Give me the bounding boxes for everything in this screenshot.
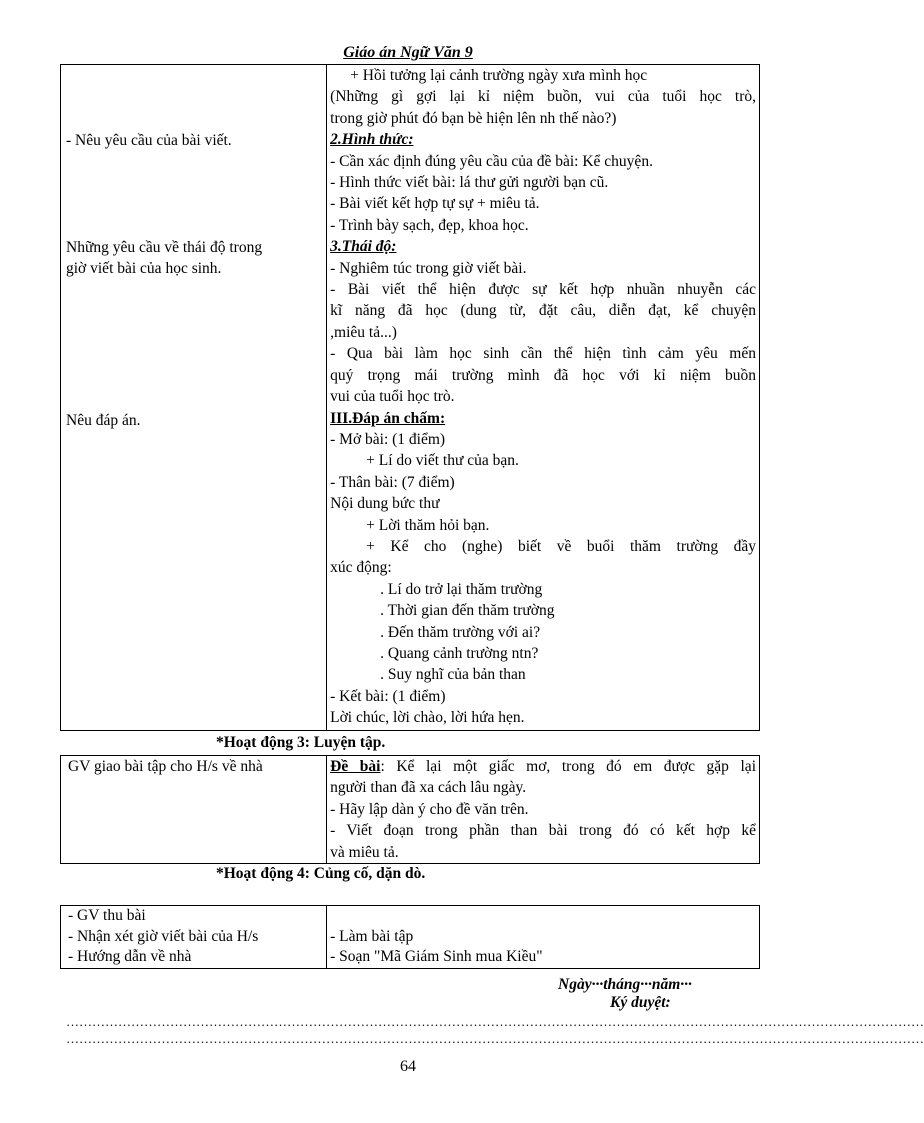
content-line: - Trình bày sạch, đẹp, khoa học. — [330, 216, 529, 234]
exercise-text: : Kể lại một giấc mơ, trong đó em được gặp lại — [380, 758, 756, 775]
activity-3-table — [60, 755, 760, 864]
exercise-line: - Viết đoạn trong phần than bài trong đó có kết hợp kể — [330, 822, 756, 840]
left-note-requirements: - Nêu yêu cầu của bài viết. — [66, 132, 232, 149]
content-line: trong giờ phút đó bạn bè hiện lên nh thế nào?) — [330, 109, 617, 127]
content-cell — [327, 65, 760, 731]
section-heading-form: 2.Hình thức: — [330, 131, 414, 149]
content-line: - Bài viết thể hiện được sự kết hợp nhuần nhuyễn các — [330, 281, 756, 299]
content-line: - Cần xác định đúng yêu cầu của đề bài: Kể chuyện. — [330, 152, 653, 170]
content-line: . Suy nghĩ của bản than — [380, 666, 526, 684]
activity-4-left-cell — [61, 906, 327, 969]
section-heading-attitude: 3.Thái độ: — [330, 238, 397, 256]
homework-line: - Làm bài tập — [330, 927, 414, 945]
content-line: . Quang cảnh trường ntn? — [380, 644, 539, 662]
content-line: - Thân bài: (7 điểm) — [330, 473, 455, 491]
left-note-attitude-2: giờ viết bài của học sinh. — [66, 260, 222, 277]
left-note-attitude-1: Những yêu cầu về thái độ trong — [66, 239, 263, 256]
page-number: 64 — [400, 1058, 416, 1075]
homework-assign: GV giao bài tập cho H/s về nhà — [68, 758, 263, 775]
content-line: kĩ năng đã học (dung từ, đặt câu, diễn đạt, kể chuyện — [330, 302, 756, 320]
content-line: . Lí do trở lại thăm trường — [380, 580, 543, 598]
exercise-label: Đề bài — [330, 758, 381, 775]
content-line: - Hình thức viết bài: lá thư gửi người bạn cũ. — [330, 174, 609, 192]
content-line: Lời chúc, lời chào, lời hứa hẹn. — [330, 709, 525, 727]
content-line: (Những gì gợi lại kỉ niệm buồn, vui của tuổi học trò, — [330, 88, 756, 106]
date-line: Ngày···tháng···năm··· — [558, 976, 692, 993]
exercise-line: và miêu tả. — [330, 843, 399, 861]
wrapup-line: - Nhận xét giờ viết bài của H/s — [68, 927, 259, 945]
content-line: ,miêu tả...) — [330, 323, 397, 341]
content-line: + Hồi tưởng lại cảnh trường ngày xưa mình học — [350, 67, 648, 84]
content-line: + Lí do viết thư của bạn. — [366, 452, 519, 470]
wrapup-line: - GV thu bài — [68, 907, 146, 924]
left-note-answer: Nêu đáp án. — [66, 412, 141, 429]
signature-dots-2: ……………………………………………………………………………………………………………………………………………………………………………… — [66, 1031, 924, 1046]
exercise-line: người than đã xa cách lâu ngày. — [330, 779, 527, 797]
content-line: - Kết bài: (1 điểm) — [330, 687, 446, 705]
teacher-activity-cell — [61, 65, 327, 731]
content-line: - Qua bài làm học sinh cần thể hiện tình cảm yêu mến — [330, 345, 756, 363]
activity-4-table — [60, 905, 760, 969]
content-line: . Thời gian đến thăm trường — [380, 602, 555, 620]
activity-3-left-cell — [61, 756, 327, 864]
activity-3-heading: *Hoạt động 3: Luyện tập. — [216, 734, 386, 751]
approval-label: Ký duyệt: — [610, 994, 671, 1011]
lesson-table-main — [60, 64, 760, 731]
activity-3-right-cell — [327, 756, 760, 864]
content-line: vui của tuổi học trò. — [330, 388, 455, 406]
content-line: . Đến thăm trường với ai? — [380, 623, 541, 641]
homework-line: - Soạn "Mã Giám Sinh mua Kiều" — [330, 948, 543, 965]
content-line: - Nghiêm túc trong giờ viết bài. — [330, 259, 527, 277]
content-line: quý trọng mái trường mình đã học với kỉ niệm buồn — [330, 366, 756, 384]
content-line: + Kể cho (nghe) biết về buổi thăm trường đầy — [366, 537, 756, 555]
content-line: xúc động: — [330, 559, 392, 577]
signature-dots-1: ……………………………………………………………………………………………………………………………………………………………………………… — [66, 1014, 924, 1029]
wrapup-line: - Hướng dẫn về nhà — [68, 948, 192, 965]
content-line: - Mở bài: (1 điểm) — [330, 430, 446, 448]
exercise-line: - Hãy lập dàn ý cho đề văn trên. — [330, 800, 529, 818]
content-line: + Lời thăm hỏi bạn. — [366, 516, 490, 534]
page-header: Giáo án Ngữ Văn 9 — [343, 44, 473, 61]
section-heading-answer: III.Đáp án chấm: — [330, 409, 446, 427]
activity-4-right-cell — [327, 906, 760, 969]
content-line: - Bài viết kết hợp tự sự + miêu tả. — [330, 195, 540, 213]
content-line: Nội dung bức thư — [330, 495, 440, 513]
activity-4-heading: *Hoạt động 4: Củng cố, dặn dò. — [216, 865, 426, 882]
